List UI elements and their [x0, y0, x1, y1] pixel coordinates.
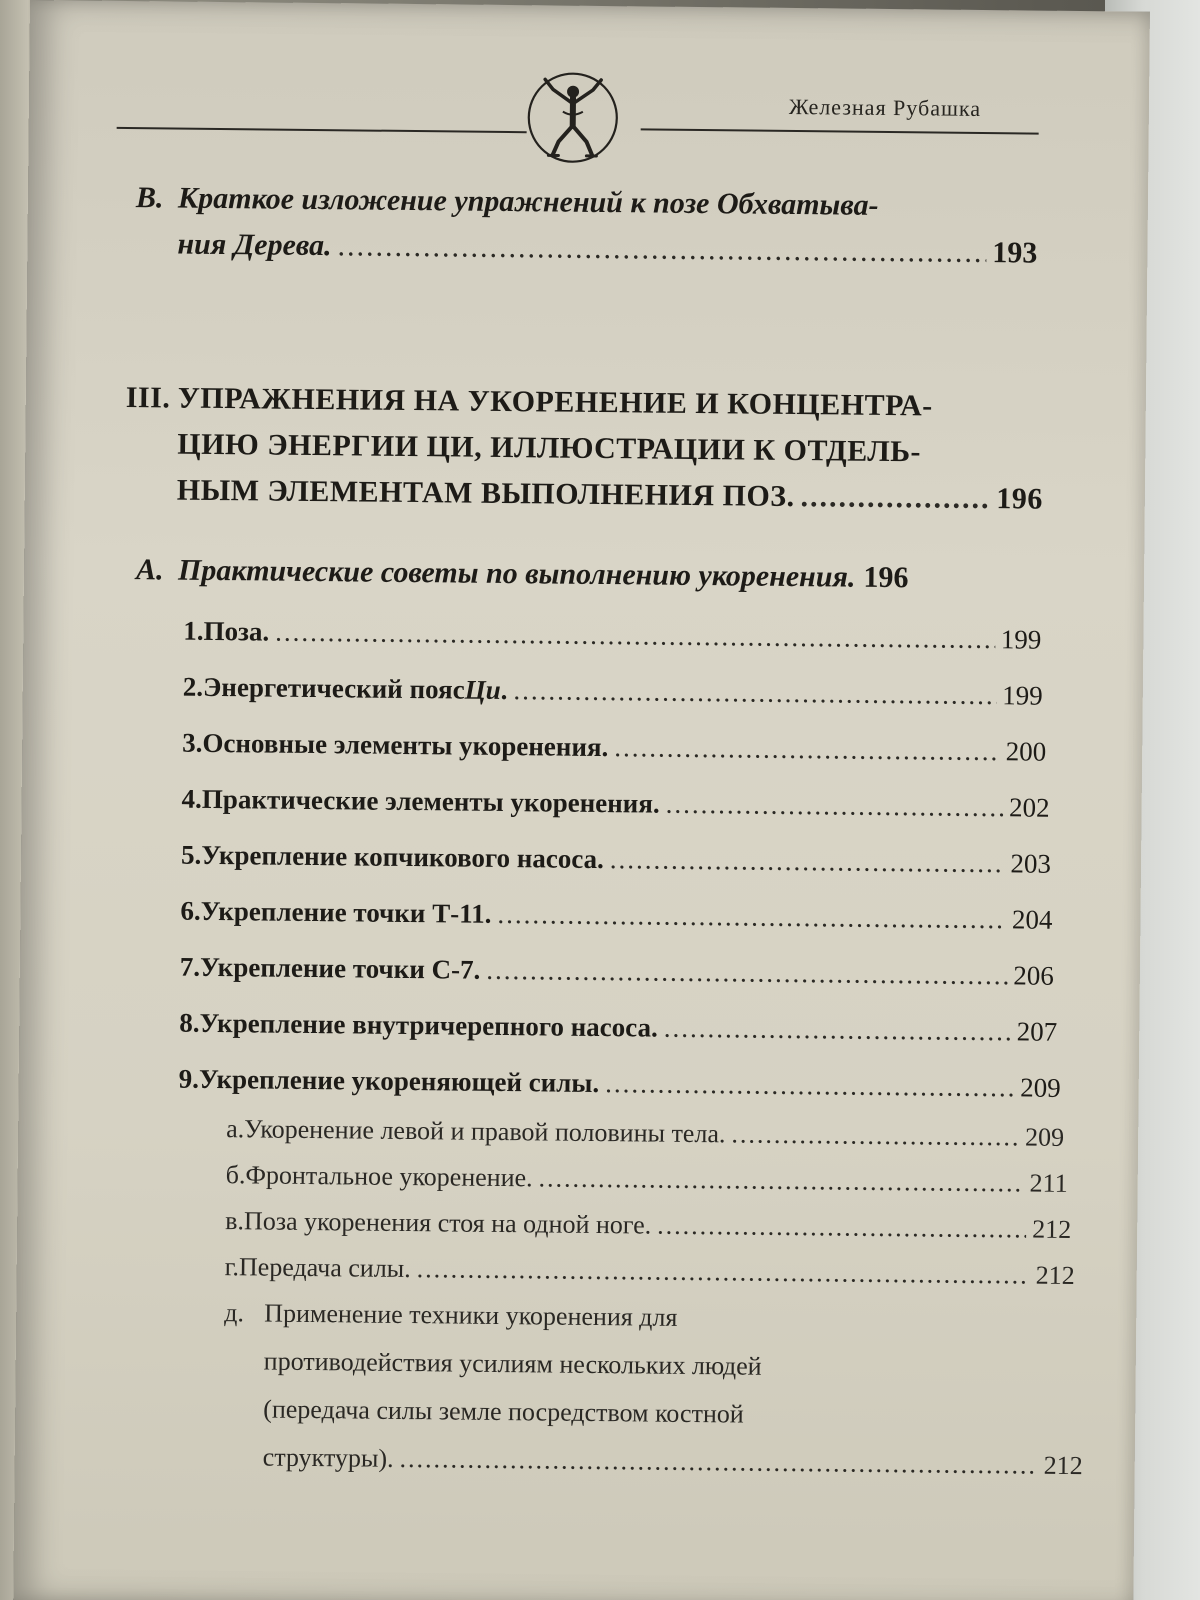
toc-subitem-d-line2: противодействия усилиям нескольких людей — [263, 1346, 762, 1381]
toc-leader-dots — [666, 789, 1004, 824]
toc-section-v-page: 193 — [992, 236, 1038, 270]
toc-subitem-d-line4: структуры). ..... 212 — [263, 1443, 1083, 1482]
toc-item-7: 7. Укрепление точки С-7. ..... 206 — [180, 952, 1054, 992]
toc-leader-dots — [417, 1254, 1030, 1290]
toc-leader-dots — [664, 1013, 1011, 1048]
toc-leader-dots — [614, 732, 1000, 767]
toc-leader-dots — [497, 899, 1006, 935]
running-head: Железная Рубашка — [788, 93, 982, 121]
toc-chapter-iii-line2 — [177, 428, 1037, 471]
header-rule-right — [641, 128, 1039, 134]
toc-item-6: 6. Укрепление точки Т-11. ..... 204 — [180, 896, 1052, 936]
header-rule-left — [117, 127, 527, 133]
toc-chapter-iii-label: III. — [125, 381, 171, 415]
emblem-figure-icon — [522, 67, 623, 168]
toc-subitem-d-line1: д. Применение техники укоренения для — [224, 1298, 678, 1332]
toc-section-v-line1 — [136, 181, 1036, 224]
toc-subitem-a: а. Укоренение левой и правой половины тела. ..... 209 — [226, 1114, 1064, 1153]
toc-item-3: 3. Основные элементы укоренения. ..... 200 — [182, 728, 1046, 768]
toc-chapter-iii-title-cont: ЦИЮ ЭНЕРГИИ ЦИ, ИЛЛЮСТРАЦИИ К ОТДЕЛЬ- — [177, 427, 922, 469]
toc-section-v-title: Краткое изложение упражнений к позе Обхватыва- — [177, 181, 879, 222]
toc-section-v-line2 — [177, 228, 1037, 271]
toc-leader-dots — [538, 1163, 1023, 1198]
toc-section-a-title: Практические советы по выполнению укоренения. — [177, 553, 856, 594]
toc-leader-dots — [337, 229, 986, 270]
toc-section-a — [136, 553, 1048, 597]
toc-item-8: 8. Укрепление внутричерепного насоса. ..... 207 — [179, 1008, 1057, 1048]
toc-chapter-iii-title-end: НЫМ ЭЛЕМЕНТАМ ВЫПОЛНЕНИЯ ПОЗ. — [176, 473, 795, 514]
toc-item-2: 2. Энергетический пояс Ци . ..... 199 — [183, 672, 1043, 712]
toc-leader-dots — [399, 1444, 1037, 1481]
toc-item-9: 9. Укрепление укореняющей силы. ..... 209 — [179, 1064, 1061, 1104]
toc-section-v-title-cont: ния Дерева. — [177, 227, 332, 263]
toc-item-1: 1. Поза. ..... 199 — [183, 616, 1041, 656]
book-page — [13, 0, 1150, 1600]
toc-section-a-page: 196 — [863, 560, 909, 595]
toc-leader-dots — [657, 1211, 1026, 1245]
toc-leader-dots — [800, 480, 990, 516]
toc-chapter-iii-title: УПРАЖНЕНИЯ НА УКОРЕНЕНИЕ И КОНЦЕНТРА- — [177, 381, 933, 423]
toc-subitem-v: в. Поза укоренения стоя на одной ноге. ..... 212 — [225, 1206, 1071, 1245]
toc-item-4: 4. Практические элементы укоренения. ..... 202 — [181, 784, 1049, 824]
toc-subitem-b: б. Фронтальное укоренение. ..... 211 — [226, 1160, 1068, 1199]
toc-leader-dots — [610, 844, 1005, 879]
toc-chapter-iii-line1 — [126, 381, 1036, 425]
toc-section-a-label: А. — [135, 553, 164, 587]
toc-chapter-iii-line3 — [177, 474, 1043, 517]
toc-subitem-d-line3: (передача силы земле посредством костной — [263, 1394, 744, 1429]
toc-leader-dots — [731, 1119, 1019, 1152]
toc-section-v-label: В. — [135, 181, 164, 215]
toc-leader-dots — [275, 617, 995, 656]
toc-subitem-g: г. Передача силы. ..... 212 — [225, 1252, 1075, 1291]
toc-chapter-iii-page: 196 — [996, 482, 1044, 516]
toc-item-5: 5. Укрепление копчикового насоса. ..... 203 — [181, 840, 1051, 880]
toc-leader-dots — [513, 675, 996, 711]
toc-leader-dots — [605, 1068, 1014, 1103]
toc-leader-dots — [486, 955, 1007, 991]
